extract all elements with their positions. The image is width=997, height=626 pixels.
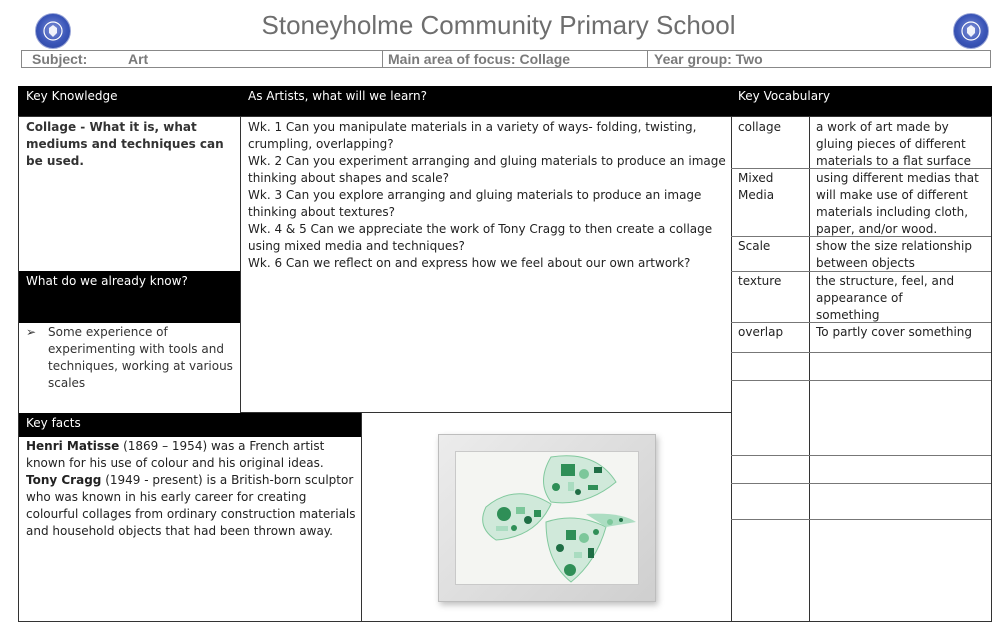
bullet-arrow-icon: ➢ [26, 325, 37, 339]
key-facts-header: Key facts [26, 416, 81, 430]
collage-artwork-image [438, 434, 656, 602]
vocab-term: Mixed Media [738, 171, 775, 202]
school-name: Stoneyholme Community Primary School [261, 10, 736, 40]
vocab-header: Key Vocabulary [738, 89, 831, 103]
week-item: Wk. 3 Can you explore arranging and gluing materials to produce an image thinking about textures? [248, 188, 702, 219]
cragg-name: Tony Cragg [26, 473, 102, 487]
vocab-term: Scale [738, 239, 771, 253]
vocab-definition: show the size relationship between objects [816, 239, 972, 270]
vocab-definition: the structure, feel, and appearance of something [816, 274, 955, 322]
subject-row [21, 50, 991, 68]
already-know-header: What do we already know? [26, 274, 188, 288]
subject-label: Subject: [32, 51, 88, 67]
key-facts-text [26, 438, 356, 540]
year-group-label: Year group: Two [654, 51, 763, 67]
leaf-collage-icon [456, 452, 640, 586]
week-item: Wk. 4 & 5 Can we appreciate the work of Tony Cragg to then create a collage using mixed media and techniques? [248, 222, 713, 253]
vocab-term: texture [738, 274, 782, 288]
vocab-definition: To partly cover something [816, 325, 973, 339]
table-header-band [18, 86, 992, 116]
already-know-list-item [26, 324, 234, 392]
matisse-name: Henri Matisse [26, 439, 120, 453]
key-knowledge-header: Key Knowledge [26, 89, 118, 103]
vocab-term: collage [738, 120, 781, 134]
week-item: Wk. 1 Can you manipulate materials in a variety of ways- folding, twisting, crumpling, overlapping? [248, 120, 697, 151]
vocab-definition: a work of art made by gluing pieces of different materials to a flat surface [816, 120, 971, 168]
already-know-bullet-text: Some experience of experimenting with tools and techniques, working at various scales [48, 325, 233, 390]
vocab-definition: using different medias that will make use of different materials including cloth, paper, and/or wood. [816, 171, 979, 236]
learn-header: As Artists, what will we learn? [248, 89, 427, 103]
focus-label: Main area of focus: Collage [388, 51, 571, 67]
learn-weeks-list [248, 119, 726, 272]
vocab-term: overlap [738, 325, 784, 339]
week-item: Wk. 6 Can we reflect on and express how we feel about our own artwork? [248, 256, 691, 270]
matisse-text: (1869 – 1954) was a French artist known for his use of colour and his original ideas. [26, 439, 325, 470]
week-item: Wk. 2 Can you experiment arranging and gluing materials to produce an image thinking about shapes and scale? [248, 154, 726, 185]
subject-value: Art [128, 51, 149, 67]
key-knowledge-text: Collage - What it is, what mediums and techniques can be used. [26, 120, 224, 168]
cragg-text: (1949 - present) is a British-born sculptor who was known in his early career for creating colourful collages from ordinary construction materials and household objects that had been thrown away. [26, 473, 356, 538]
